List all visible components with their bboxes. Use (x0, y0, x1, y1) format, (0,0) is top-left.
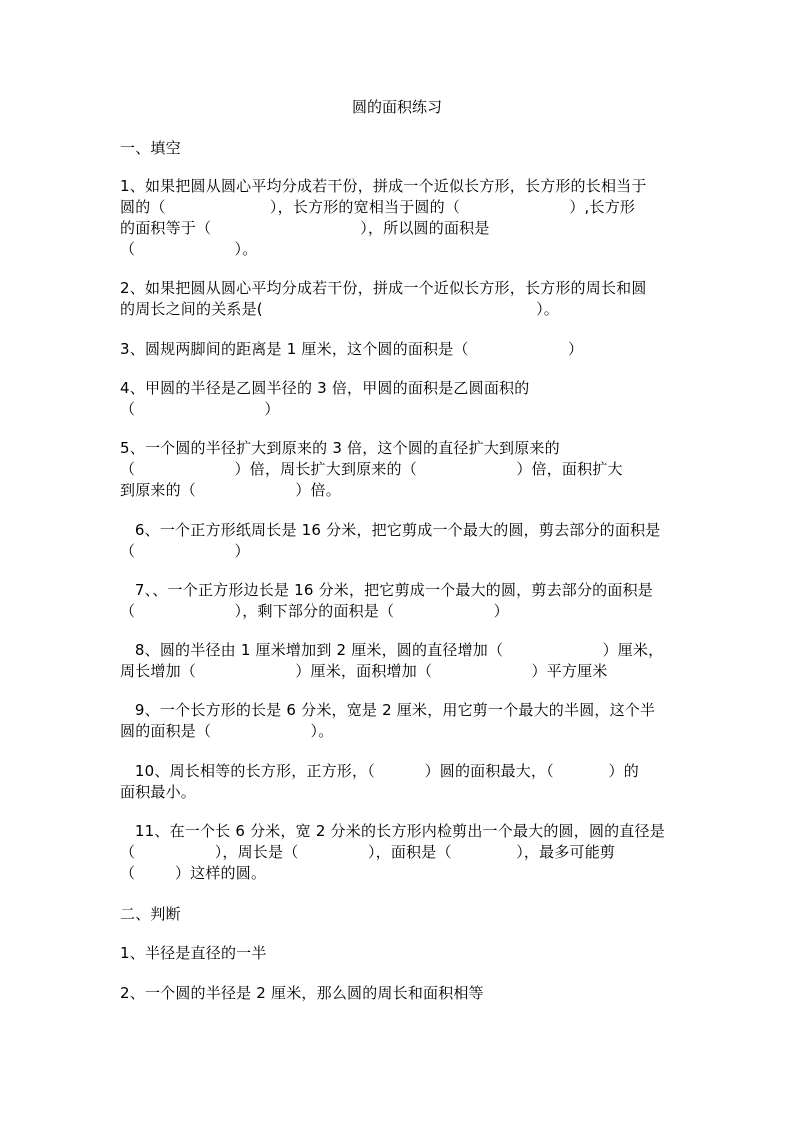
q2-line-1: 2、如果把圆从圆心平均分成若干份，拼成一个近似长方形，长方形的周长和圆 (120, 279, 647, 297)
q5-line-1: 5、一个圆的半径扩大到原来的 3 倍，这个圆的直径扩大到原来的 (120, 439, 560, 457)
q10-line-2: 面积最小。 (120, 783, 197, 801)
q1-line-2: 圆的（ ），长方形的宽相当于圆的（ ）,长方形 (120, 198, 636, 216)
q9-line-1: 9、一个长方形的长是 6 分米，宽是 2 厘米，用它剪一个最大的半圆，这个半 (120, 701, 656, 719)
q6-line-1: 6、一个正方形纸周长是 16 分米，把它剪成一个最大的圆，剪去部分的面积是 (120, 521, 661, 539)
judge-item-2: 2、一个圆的半径是 2 厘米，那么圆的周长和面积相等 (120, 984, 484, 1002)
q3-line-1: 3、圆规两脚间的距离是 1 厘米，这个圆的面积是（ ） (120, 340, 584, 358)
q11-line-2: （ ），周长是（ ），面积是（ ），最多可能剪 (120, 843, 616, 861)
q8-line-1: 8、圆的半径由 1 厘米增加到 2 厘米，圆的直径增加（ ）厘米， (120, 641, 664, 659)
q11-line-1: 11、在一个长 6 分米，宽 2 分米的长方形内检剪出一个最大的圆，圆的直径是 (120, 822, 665, 840)
q4-line-2: （ ） (120, 400, 280, 418)
q1-line-4: （ ）。 (120, 240, 258, 258)
section-heading-true-false: 二、判断 (120, 905, 181, 923)
q7-line-2: （ ），剩下部分的面积是（ ） (120, 602, 509, 620)
q8-line-2: 周长增加（ ）厘米，面积增加（ ）平方厘米 (120, 662, 608, 680)
page-title: 圆的面积练习 (351, 98, 442, 116)
q5-line-3: 到原来的（ ）倍。 (120, 481, 341, 499)
q1-line-3: 的面积等于（ ），所以圆的面积是 (120, 219, 490, 237)
q10-line-1: 10、周长相等的长方形，正方形，（ ）圆的面积最大，（ ）的 (120, 762, 639, 780)
section-heading-fill-blank: 一、填空 (120, 139, 181, 157)
judge-item-1: 1、半径是直径的一半 (120, 944, 267, 962)
q2-line-2: 的周长之间的关系是( ）。 (120, 300, 559, 318)
q9-line-2: 圆的面积是（ ）。 (120, 722, 334, 740)
q1-line-1: 1、如果把圆从圆心平均分成若干份，拼成一个近似长方形，长方形的长相当于 (120, 177, 647, 195)
q7-line-1: 7、、一个正方形边长是 16 分米，把它剪成一个最大的圆，剪去部分的面积是 (120, 581, 653, 599)
q6-line-2: （ ） (120, 542, 250, 560)
q11-line-3: （ ）这样的圆。 (120, 864, 267, 882)
q5-line-2: （ ）倍，周长扩大到原来的（ ）倍，面积扩大 (120, 460, 623, 478)
q4-line-1: 4、甲圆的半径是乙圆半径的 3 倍，甲圆的面积是乙圆面积的 (120, 379, 530, 397)
